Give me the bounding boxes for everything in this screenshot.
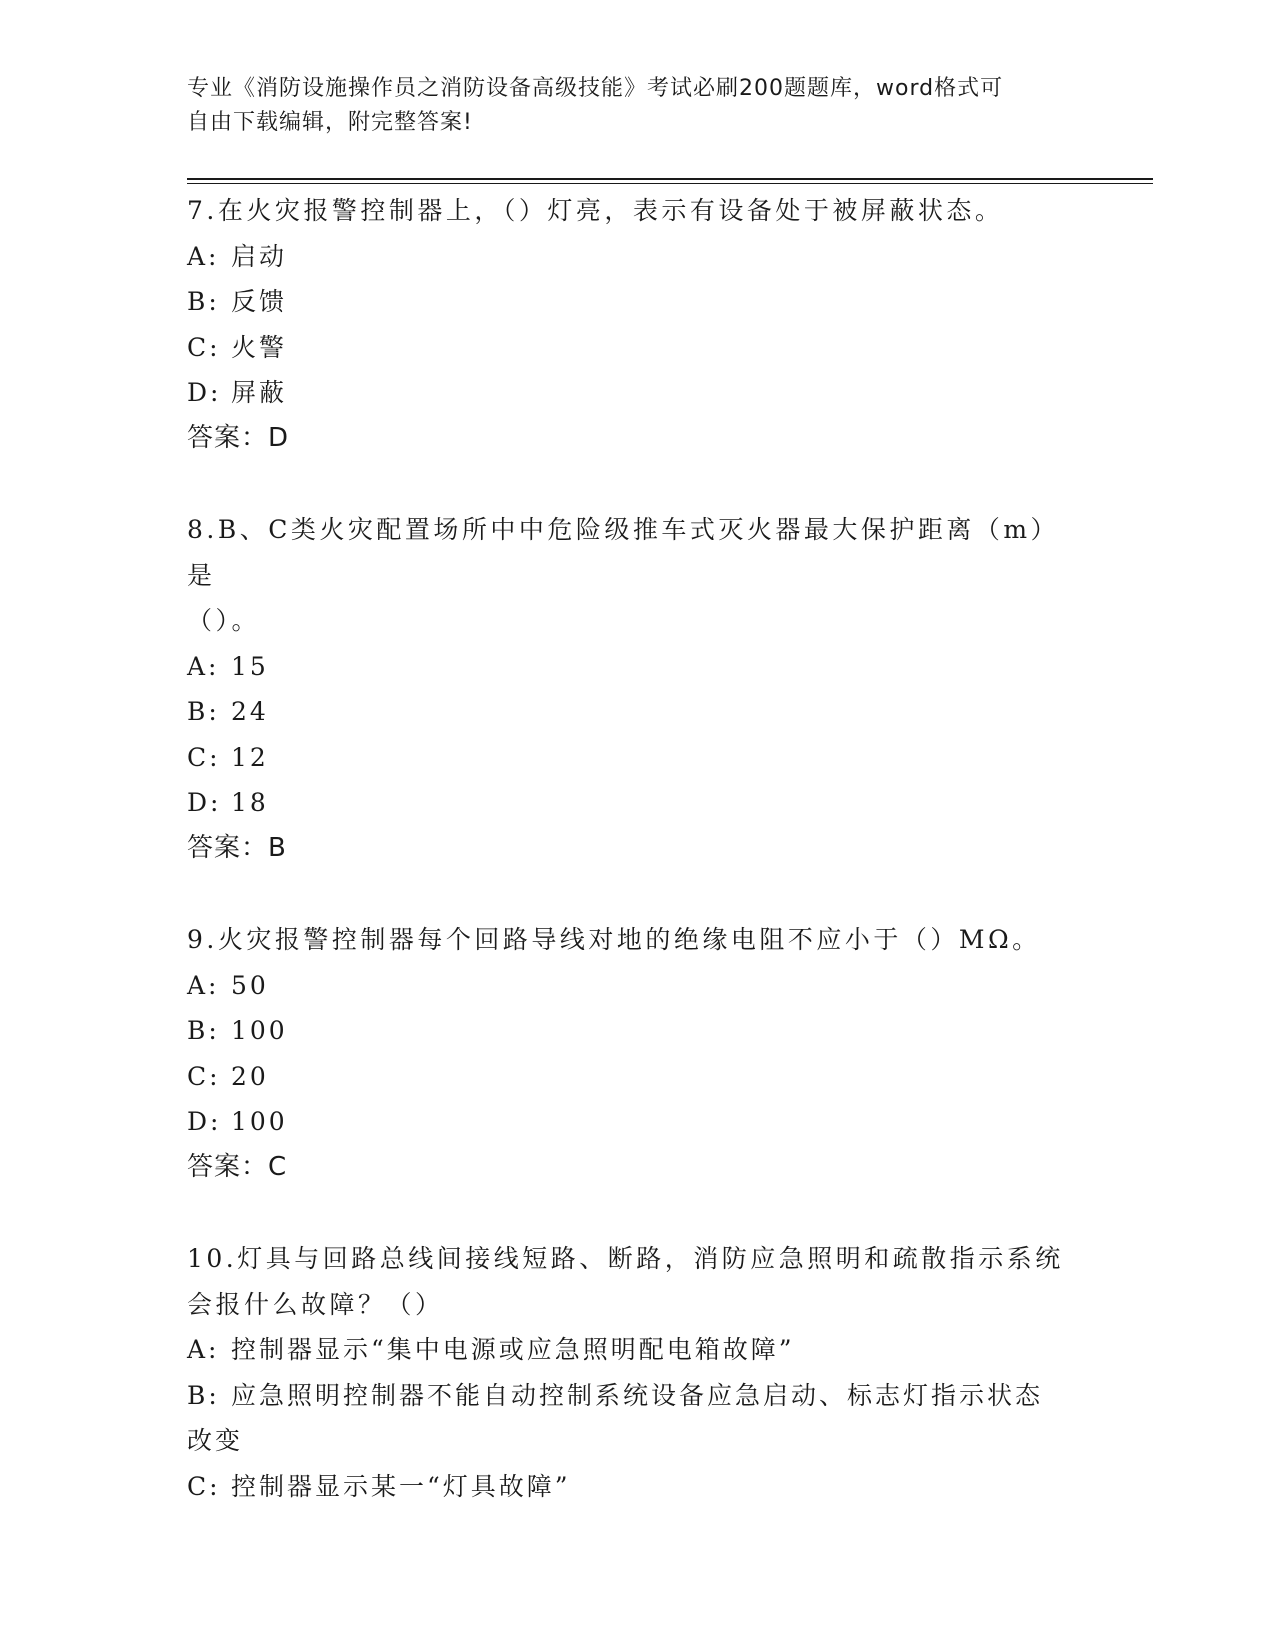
option-c	[187, 325, 1087, 371]
question-9	[187, 917, 1087, 1190]
option-text: 控制器显示“集中电源或应急照明配电箱故障”	[231, 1335, 795, 1364]
option-text: 屏蔽	[231, 378, 288, 407]
option-letter: D:	[187, 1107, 222, 1136]
question-8	[187, 507, 1087, 871]
option-letter: B:	[187, 287, 220, 316]
option-d	[187, 1099, 1087, 1145]
header-line-1: 专业《消防设施操作员之消防设备高级技能》考试必刷200题题库，word格式可	[187, 76, 1004, 101]
option-letter: B:	[187, 697, 220, 726]
option-d	[187, 780, 1087, 826]
answer-line: 答案：C	[187, 1151, 288, 1182]
question-10	[187, 1236, 1087, 1509]
option-a	[187, 234, 1087, 280]
question-stem: 10.灯具与回路总线间接线短路、断路，消防应急照明和疏散指示系统	[187, 1244, 1064, 1273]
option-letter: A:	[187, 1335, 220, 1364]
option-letter: C:	[187, 1471, 221, 1501]
option-letter: B:	[187, 1016, 220, 1045]
header-divider-thick	[187, 178, 1153, 180]
header-line-2: 自由下载编辑，附完整答案!	[187, 110, 473, 135]
option-letter: D:	[187, 378, 222, 407]
option-letter: C:	[187, 742, 221, 772]
answer-line: 答案：D	[187, 422, 290, 453]
question-stem: 7.在火灾报警控制器上，（）灯亮，表示有设备处于被屏蔽状态。	[187, 196, 1004, 225]
option-letter: A:	[187, 970, 220, 1000]
option-letter: A:	[187, 241, 220, 271]
document-header	[187, 72, 1087, 140]
option-text: 控制器显示某一“灯具故障”	[231, 1471, 571, 1501]
question-stem: 9.火灾报警控制器每个回路导线对地的绝缘电阻不应小于（）MΩ。	[187, 925, 1041, 954]
option-b	[187, 1373, 1087, 1419]
option-a	[187, 644, 1087, 690]
option-letter: A:	[187, 651, 220, 681]
question-list	[187, 188, 1087, 1555]
option-d	[187, 370, 1087, 416]
header-divider-thin	[187, 183, 1153, 184]
answer-line: 答案：B	[187, 832, 287, 863]
option-b	[187, 1008, 1087, 1054]
option-text: 24	[231, 697, 269, 726]
option-letter: B:	[187, 1380, 220, 1410]
option-c	[187, 1464, 1087, 1510]
option-text: 反馈	[231, 287, 288, 316]
option-a	[187, 1327, 1087, 1373]
option-letter: D:	[187, 788, 222, 817]
option-text: 50	[231, 970, 269, 1000]
option-text: 20	[231, 1061, 269, 1091]
option-text: 15	[231, 651, 269, 681]
question-stem-continued: 会报什么故障？（）	[187, 1289, 444, 1319]
option-letter: C:	[187, 332, 221, 362]
option-text: 应急照明控制器不能自动控制系统设备应急启动、标志灯指示状态	[231, 1380, 1044, 1410]
option-letter: C:	[187, 1061, 221, 1091]
option-c	[187, 1054, 1087, 1100]
option-b-continued: 改变	[187, 1426, 244, 1455]
question-stem-continued: （）。	[187, 606, 261, 635]
option-a	[187, 963, 1087, 1009]
option-c	[187, 735, 1087, 781]
option-text: 火警	[231, 332, 288, 362]
option-text: 100	[231, 1016, 288, 1045]
option-b	[187, 689, 1087, 735]
question-stem: 8.B、C类火灾配置场所中中危险级推车式灭火器最大保护距离（m）是	[187, 515, 1060, 590]
question-7	[187, 188, 1087, 461]
option-b	[187, 279, 1087, 325]
option-text: 18	[231, 788, 269, 817]
option-text: 12	[231, 742, 269, 772]
option-text: 启动	[231, 241, 288, 271]
option-text: 100	[231, 1107, 288, 1136]
